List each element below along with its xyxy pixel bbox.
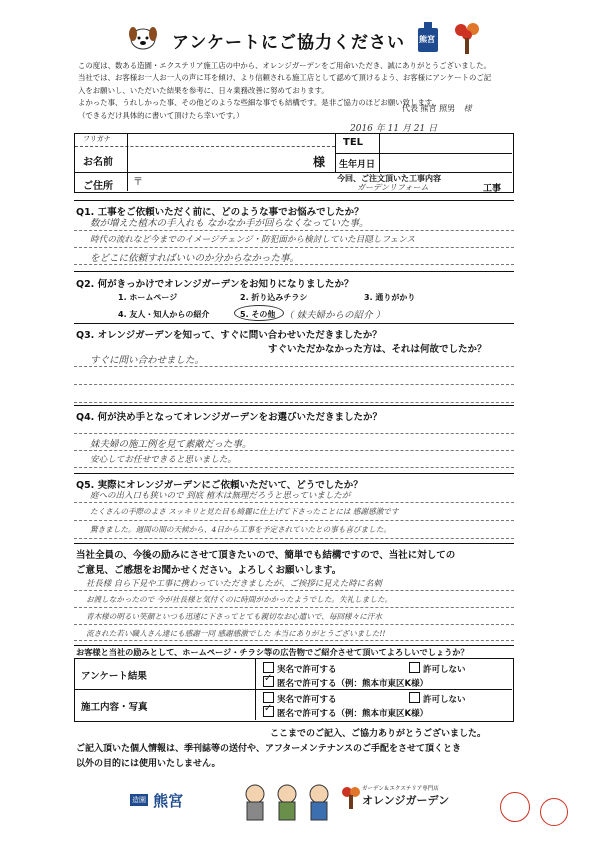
q4-answer-line[interactable]: 安心してお任せできると思いました。 (90, 455, 237, 465)
q2-selected-circle (234, 305, 284, 321)
answer-line (74, 467, 514, 468)
q5-answer-line[interactable]: たくさんの手際のよさ スッキリと見た目も綺麗に仕上げて下さったことには 感謝感激です (90, 507, 399, 516)
seal-icon (540, 798, 568, 826)
q2-other-answer[interactable]: （ 妹夫婦からの紹介 ） (284, 310, 386, 321)
q6-question-line2: ご意見、ご感想をお聞かせください。よろしくお願いします。 (76, 565, 342, 576)
divider (74, 543, 514, 544)
q5-question: Q5. 実際にオレンジガーデンにご依頼いただいて、どうでしたか？ (76, 480, 363, 491)
permission-question: お客様と当社の励みとして、ホームページ・チラシ等の広告物でご紹介させて頂いてよろしいでしょうか？ (76, 647, 469, 657)
checkbox-label: 実名で許可する (277, 695, 337, 705)
checkbox-checked[interactable] (263, 706, 274, 717)
q2-option-other[interactable]: 5. その他 (240, 310, 276, 319)
answer-line (74, 520, 514, 521)
answer-line (74, 538, 514, 539)
answer-line (74, 230, 514, 231)
staff-mascots-icon (240, 780, 335, 822)
answer-line (74, 384, 514, 385)
page-title: アンケートにご協力ください (172, 33, 405, 53)
answer-line (74, 607, 514, 608)
footer-left-logo (130, 790, 183, 811)
answer-line (74, 264, 514, 265)
q1-answer-line[interactable]: をどこに依頼すればいいのか分からなかった事。 (90, 253, 300, 264)
permission-anon-photos[interactable] (263, 706, 428, 719)
q2-option-homepage[interactable]: 1. ホームページ (118, 293, 178, 302)
permission-allow-name-survey[interactable] (263, 662, 337, 675)
footer-right-logo (362, 784, 449, 808)
permission-row-label-photos: 施工内容・写真 (81, 702, 148, 713)
signature (402, 103, 472, 114)
divider (74, 323, 514, 324)
divider (74, 405, 514, 406)
tree-icon (452, 20, 482, 56)
name-label: お名前 (83, 157, 113, 168)
q6-answer-line[interactable]: 社長様 自ら下見や工事に携わっていただきましたが、ご挨拶に見えた時に名刺 (86, 578, 382, 588)
permission-allow-name-photos[interactable] (263, 692, 337, 705)
intro-line: よかった事、うれしかった事、その他どのような些細な事でも結構です。是非ご協力のほどお願い致します。 (78, 98, 439, 108)
checkbox-checked[interactable] (263, 676, 274, 687)
checkbox[interactable] (409, 662, 420, 673)
address-label: ご住所 (83, 181, 113, 192)
answer-line (74, 590, 514, 591)
footer-left-logo-small: 造園 (132, 796, 146, 804)
permission-anon-survey[interactable] (263, 676, 428, 689)
signature-handwritten: 様 (463, 104, 472, 113)
checkbox-label: 許可しない (423, 695, 466, 705)
q5-answer-line[interactable]: 驚きました。週間の間の天候から、4日から工事を予定されていたとの事も喜びました。 (90, 525, 391, 534)
checkbox-label: 実名で許可する (277, 665, 337, 675)
furigana-label: フリガナ (83, 135, 111, 143)
q3-question: Q3. オレンジガーデンを知って、すぐに問い合わせいただきましたか？ (76, 330, 382, 341)
tel-label: TEL (343, 137, 364, 148)
q2-question: Q2. 何がきっかけでオレンジガーデンをお知りになりましたか？ (76, 279, 354, 290)
thanks-text: ここまでのご記入、ご協力ありがとうございました。 (270, 729, 487, 739)
q5-answer-line[interactable]: 庭への出入口も狭いので 到底 植木は無理だろうと思っていましたが (90, 491, 351, 501)
work-value[interactable]: ガーデンリフォーム (357, 183, 429, 192)
postal-mark: 〒 (133, 177, 143, 188)
brand-badge-label: 熊宮 (419, 35, 435, 44)
divider (74, 645, 514, 646)
permission-row-label-survey: アンケート結果 (81, 671, 147, 682)
name-suffix: 様 (313, 155, 326, 169)
footer-right-caption: ガーデン＆エクステリア専門店 (362, 786, 439, 792)
q6-answer-line[interactable]: 流された若い職人さん達にも感謝一同 感謝感激でした 本当にありがとうございました!! (86, 629, 386, 638)
answer-line (74, 624, 514, 625)
checkbox-label: 匿名で許可する（例：熊本市東区K様） (277, 679, 429, 689)
footer-tree-icon (340, 784, 362, 810)
q2-option-passing[interactable]: 3. 通りがかり (364, 293, 416, 302)
work-suffix: 工事 (483, 184, 502, 194)
intro-line: この度は、数ある造園・エクステリア施工店の中から、オレンジガーデンをご用命いただき、誠にありがとうございました。 (78, 61, 491, 70)
answer-line (74, 366, 514, 367)
permission-deny-photos[interactable] (409, 692, 466, 705)
answer-line (74, 640, 514, 641)
privacy-line2: 以外の目的には使用いたしません。 (76, 759, 221, 769)
q3-sub-question: すぐいただかなかった方は、それは何故でしたか？ (268, 344, 487, 355)
answer-line (74, 402, 514, 403)
footer-right-name: オレンジガーデン (362, 794, 450, 807)
q6-answer-line[interactable]: お渡しなかったので 今が社長様と気付くのに時間がかかったようでした。失礼しました。 (86, 595, 393, 604)
work-label: 今回、ご注文頂いた工事内容 (337, 174, 441, 183)
q6-question-line1: 当社全員の、今後の励みにさせて頂きたいので、簡単でも結構ですので、当社に対しての (76, 550, 456, 561)
name-field[interactable] (133, 148, 313, 170)
intro-line: 当社では、お客様お一人お一人の声に耳を傾け、より信頼される施工店として認めて頂けるよう、お客様にアンケートのご記 (78, 73, 492, 83)
checkbox[interactable] (409, 692, 420, 703)
checkbox[interactable] (263, 692, 274, 703)
q4-answer-line[interactable]: 妹夫婦の施工例を見て素敵だった事。 (90, 439, 252, 450)
q1-answer-line[interactable]: 時代の流れなど今までのイメージチェンジ・防犯面から検討していた目隠しフェンス (90, 235, 416, 245)
divider (74, 473, 514, 474)
intro-line: （できるだけ具体的に書いて頂けたら幸いです。） (78, 110, 244, 120)
q2-option-referral[interactable]: 4. 友人・知人からの紹介 (118, 310, 210, 319)
answer-line (74, 433, 514, 434)
brand-badge-icon (416, 22, 440, 56)
birth-label: 生年月日 (339, 160, 376, 170)
q3-answer-line[interactable]: すぐに問い合わせました。 (90, 355, 205, 366)
q1-answer-line[interactable]: 数が増えた植木の手入れも なかなか手が回らなくなっていた事。 (90, 218, 369, 229)
divider (74, 271, 514, 272)
answer-line (74, 502, 514, 503)
checkbox-label: 匿名で許可する（例：熊本市東区K様） (277, 709, 429, 719)
intro-line: 入をお願いし、いただいた結果を参考に、日々業務改善に努めております。 (78, 85, 329, 95)
q4-question: Q4. 何が決め手となってオレンジガーデンをお選びいただきましたか？ (76, 412, 382, 423)
checkbox[interactable] (263, 662, 274, 673)
checkbox-label: 許可しない (423, 665, 466, 675)
divider (74, 200, 514, 201)
q1-question: Q1. 工事をご依頼いただく前に、どのような事でお悩みでしたか？ (76, 207, 364, 218)
dog-mascot-icon (126, 22, 160, 52)
q6-answer-line[interactable]: 青木様の明るい笑顔といつも迅速に下さってとても親切なお心遣いで、毎回様々に汗水 (86, 612, 382, 621)
footer-left-logo-text: 熊宮 (153, 792, 184, 810)
permission-deny-survey[interactable] (409, 662, 466, 675)
answer-line (74, 247, 514, 248)
stamp-icon (500, 792, 530, 822)
customer-info-table (74, 133, 514, 193)
permission-table (74, 658, 514, 722)
signature-label: 代表 熊宮 照男 (402, 104, 456, 113)
date-field[interactable]: 2016 年 11 月 21 日 (350, 124, 438, 134)
q2-option-flyer[interactable]: 2. 折り込みチラシ (240, 293, 308, 302)
answer-line (74, 450, 514, 451)
privacy-line1: ご記入頂いた個人情報は、季刊誌等の送付や、アフターメンテナンスのご手配をさせて頂くとき (76, 744, 462, 754)
